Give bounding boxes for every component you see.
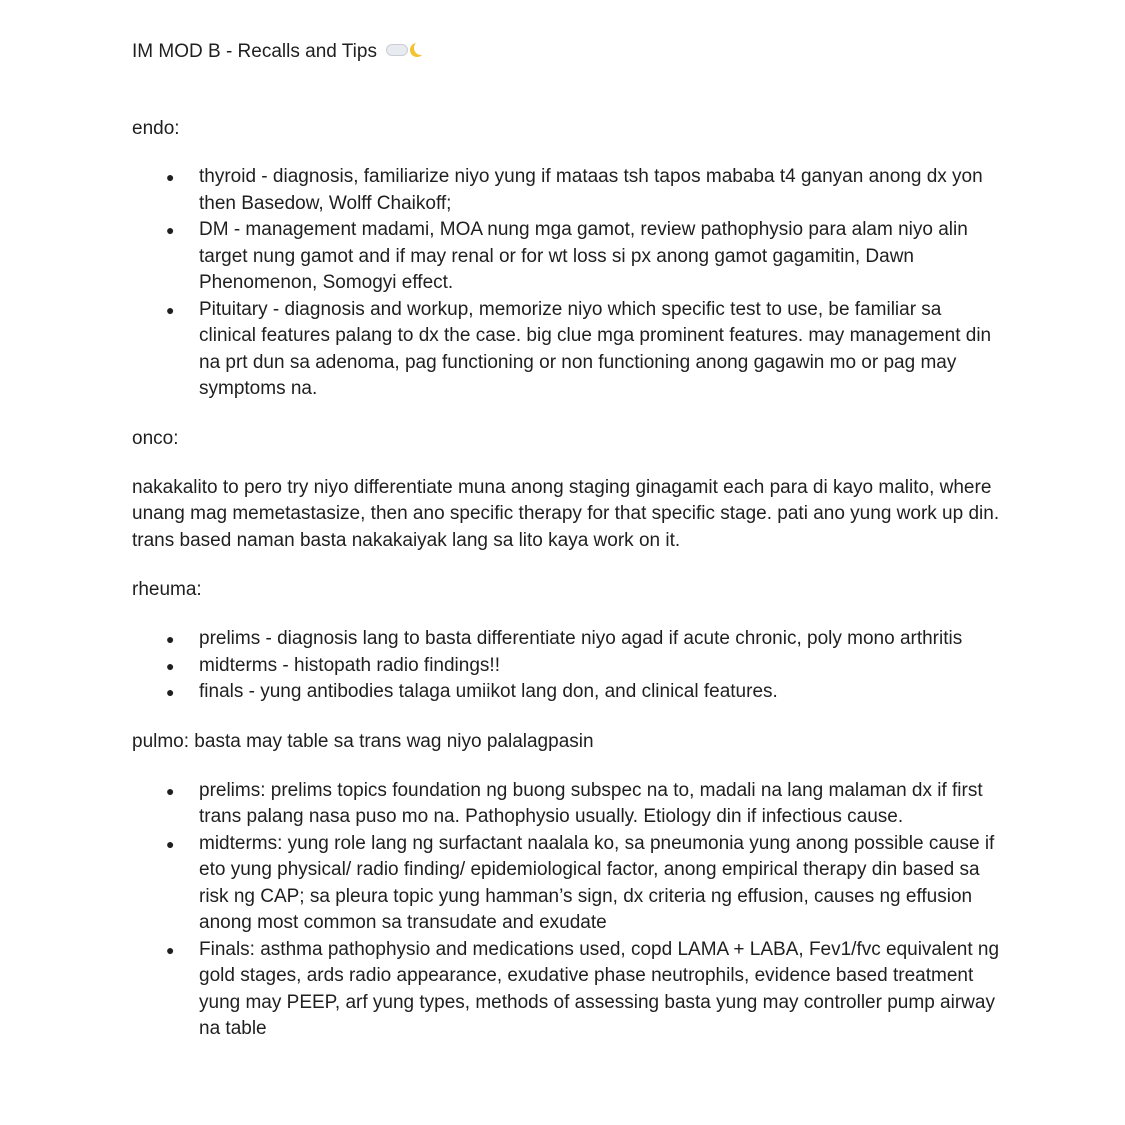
- bullet-icon: ●: [166, 169, 175, 185]
- list-item: ● prelims - diagnosis lang to basta differentiate niyo agad if acute chronic, poly mono arthritis: [132, 626, 1002, 653]
- list-item: ● finals - yung antibodies talaga umiikot lang don, and clinical features.: [132, 679, 1002, 706]
- endo-list: [132, 164, 1002, 403]
- bullet-icon: ●: [166, 684, 175, 700]
- document-title-line: [132, 38, 1002, 65]
- section-heading-pulmo: pulmo: basta may table sa trans wag niyo palalagpasin: [132, 730, 594, 752]
- rheuma-list: [132, 626, 1002, 706]
- list-item: ● thyroid - diagnosis, familiarize niyo yung if mataas tsh tapos mababa t4 ganyan anong dx yon then Basedow, Wolff Chaikoff;: [166, 166, 983, 214]
- pulmo-list: [132, 778, 1002, 1043]
- bullet-icon: ●: [166, 301, 175, 318]
- list-item: ● midterms - histopath radio findings!!: [132, 653, 1002, 680]
- bullet-icon: ●: [166, 941, 175, 958]
- list-item: ● Finals: asthma pathophysio and medications used, copd LAMA + LABA, Fev1/fvc equivalent ng gold stages, ards radio appearance, exudative phase neutrophils, evidence based treatment yung may PEEP, arf yung types, methods of assessing basta yung may controller pump airway na table: [166, 938, 1000, 1039]
- bullet-icon: ●: [166, 657, 175, 674]
- section-heading-endo: endo:: [132, 118, 180, 139]
- cloud-icon: [386, 44, 408, 56]
- list-item: ● Pituitary - diagnosis and workup, memorize niyo which specific test to use, be familiar sa clinical features palang to dx the case. big clue mga prominent features. may management din na prt dun sa adenoma, pag functioning or non functioning anong gagawin mo or pag may symptoms na.: [166, 298, 992, 399]
- bullet-icon: ●: [166, 222, 175, 238]
- bullet-icon: ●: [166, 631, 175, 647]
- document-page: [132, 38, 1002, 1043]
- document-title: IM MOD B - Recalls and Tips: [132, 41, 377, 62]
- bullet-icon: ●: [166, 782, 175, 799]
- crescent-moon-icon: [414, 41, 428, 55]
- title-emoji-group: [386, 41, 428, 61]
- onco-paragraph: nakakalito to pero try niyo differentiate muna anong staging ginagamit each para di kayo malito, where unang mag memetastasize, then ano specific therapy for that specific stage. pati ano yung work up din. trans based naman basta nakakaiyak lang sa lito kaya work on it.: [132, 476, 1000, 551]
- list-item: ● midterms: yung role lang ng surfactant naalala ko, sa pneumonia yung anong possible cause if eto yung physical/ radio finding/ epidemiological factor, anong empirical therapy din based sa risk ng CAP; sa pleura topic yung hamman’s sign, dx criteria ng effusion, causes ng effusion anong most common sa transudate and exudate: [166, 832, 995, 933]
- list-item: ● prelims: prelims topics foundation ng buong subspec na to, madali na lang malaman dx if first trans palang nasa puso mo na. Pathophysio usually. Etiology din if infectious cause.: [166, 779, 983, 827]
- section-heading-onco: onco:: [132, 427, 179, 449]
- section-heading-rheuma: rheuma:: [132, 579, 202, 600]
- list-item: ● DM - management madami, MOA nung mga gamot, review pathophysio para alam niyo alin target nung gamot and if may renal or for wt loss si px anong gamot gagamitin, Dawn Phenomenon, Somogyi effect.: [166, 219, 968, 293]
- bullet-icon: ●: [166, 835, 175, 852]
